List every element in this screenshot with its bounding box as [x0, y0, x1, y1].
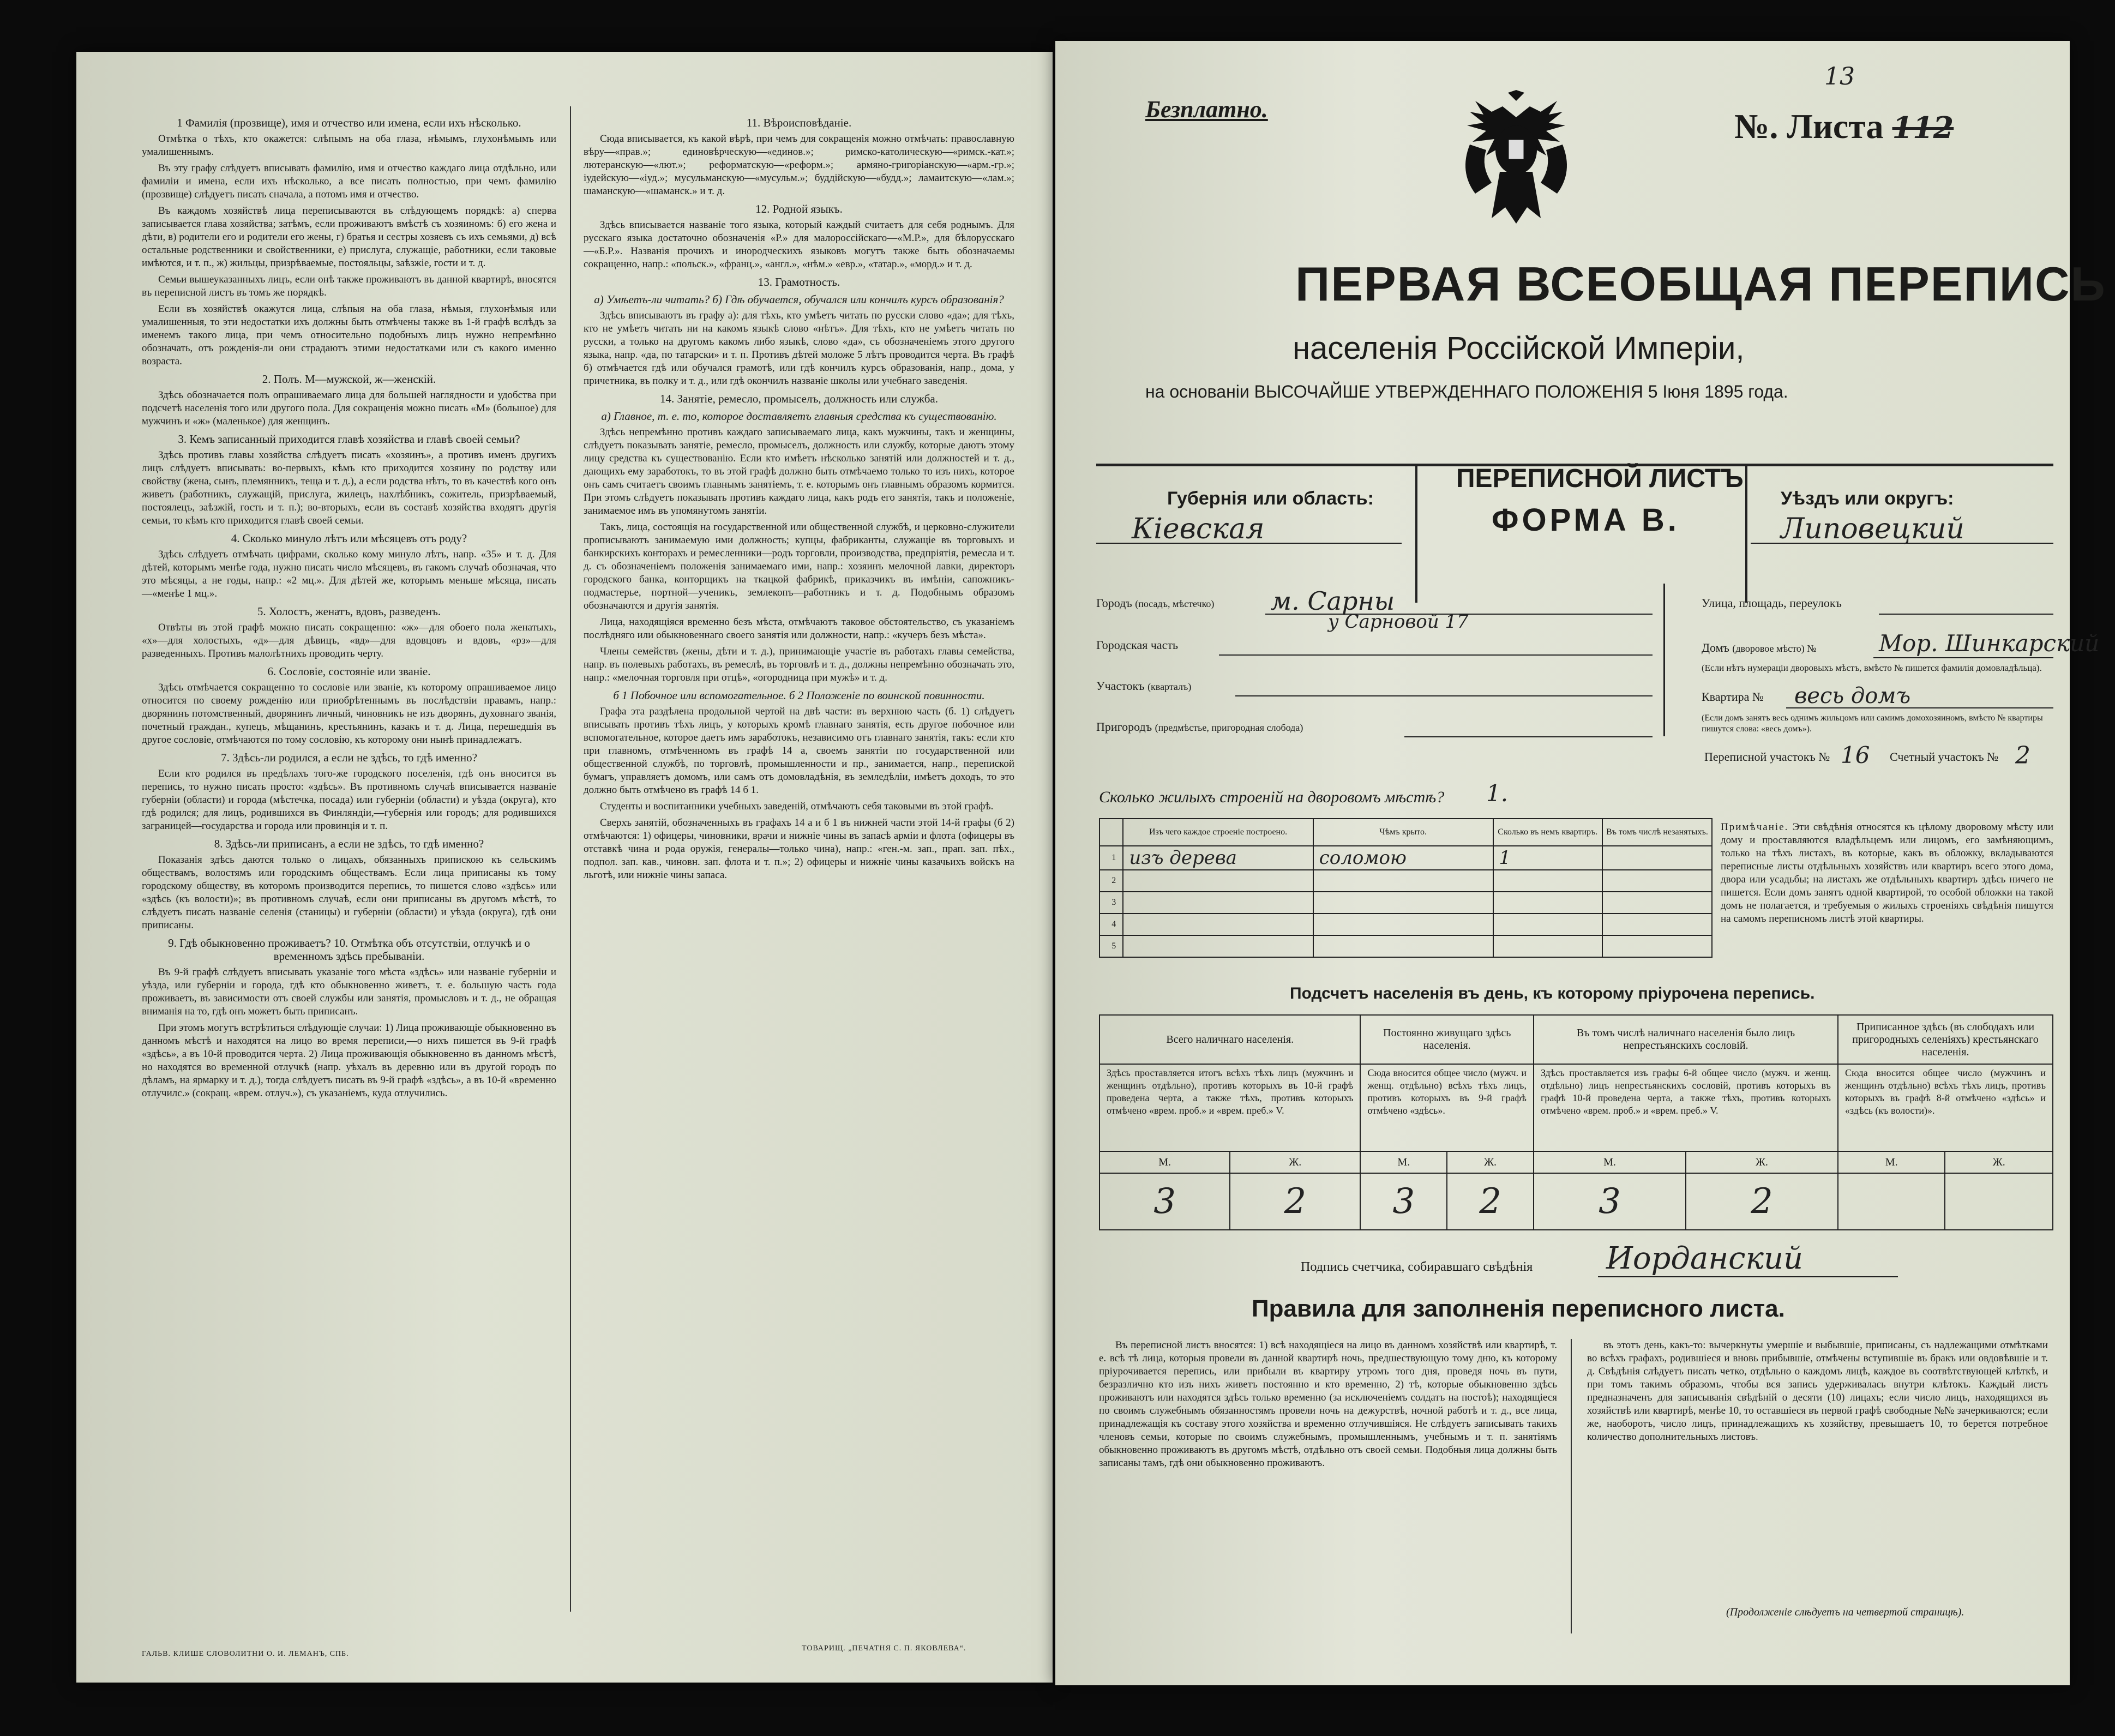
- kvartira-label: Квартира №: [1702, 690, 1764, 704]
- census-title: ПЕРВАЯ ВСЕОБЩАЯ ПЕРЕПИСЬ: [1295, 257, 2106, 311]
- buildings-cell-material: [1123, 935, 1313, 957]
- buildings-cell-material: изъ дерева: [1123, 846, 1313, 870]
- count-col-desc: Сюда вносится общее число (мужч. и женщ. отдѣльно) всѣхъ тѣхъ лицъ, противъ которыхъ въ 9-й графѣ отмѣчено «здѣсь».: [1360, 1064, 1534, 1151]
- instruction-heading: 6. Сословіе, состояніе или званіе.: [267, 665, 431, 678]
- buildings-cell-apts: [1493, 870, 1603, 892]
- uchastok-label: [1096, 679, 1191, 693]
- buildings-row: [1099, 914, 1712, 935]
- count-col-male-header: М.: [1360, 1151, 1447, 1173]
- buildings-cell-n: 4: [1099, 914, 1123, 935]
- count-mz-row: [1099, 1151, 2053, 1173]
- buildings-cell-n: 3: [1099, 892, 1123, 914]
- count-col-female-header: Ж.: [1447, 1151, 1534, 1173]
- count-col-female-header: Ж.: [1230, 1151, 1360, 1173]
- prigorod-label: [1096, 720, 1303, 734]
- dom-label-text: Домъ: [1702, 641, 1729, 654]
- buildings-cell-empty: [1602, 846, 1712, 870]
- ulitsa-field-line: [1879, 614, 2053, 615]
- instruction-paragraph: Въ каждомъ хозяйствѣ лица переписываются въ слѣдующемъ порядкѣ: а) сперва записывается глава хозяйства; затѣмъ, если проживаютъ вмѣстѣ съ хозяиномъ: б) его жена и дѣти, в) родители его и родители его жены, г) братья и сестры хозяевъ съ ихъ семьями, д) всѣ остальные родственники и свойственники, е) прислуга, служащіе, работники, если таковые имѣются, и т. п., ж) жильцы, призрѣваемые, постояльцы, заѣзжіе, гости и т. д.: [142, 205, 556, 269]
- buildings-cell-empty: [1602, 892, 1712, 914]
- stroenia-label: Сколько жилыхъ строеній на дворовомъ мѣстѣ?: [1099, 788, 1445, 806]
- prigorod-hint: (предмѣстье, пригородная слобода): [1155, 722, 1303, 733]
- buildings-row: [1099, 846, 1712, 870]
- population-count-table: [1099, 1014, 2053, 1230]
- perepis-uchastok-label: Переписной участокъ №: [1704, 750, 1830, 764]
- rules-column-left: [1099, 1339, 1557, 1623]
- instruction-heading: 9. Гдѣ обыкновенно проживаетъ? 10. Отмѣтка объ отсутствіи, отлучкѣ и о временномъ здѣсь пребываніи.: [168, 936, 530, 963]
- count-col-title: Въ томъ числѣ наличнаго населенія было лицъ непрестьянскихъ сословій.: [1534, 1015, 1838, 1064]
- count-value-male: 3: [1534, 1173, 1686, 1230]
- dom-value: Мор. Шинкарский: [1879, 630, 2100, 657]
- count-col-desc: Здѣсь проставляется итогъ всѣхъ тѣхъ лицъ (мужчинъ и женщинъ отдѣльно), противъ которыхъ въ 10-й графѣ проведена черта, а также тѣхъ, противъ которыхъ отмѣчено «врем. проб.» и «врем. преб.» V.: [1099, 1064, 1360, 1151]
- buildings-cell-n: 5: [1099, 935, 1123, 957]
- count-col-female-header: Ж.: [1945, 1151, 2053, 1173]
- left-page: [76, 52, 1053, 1683]
- rules-title: Правила для заполненія переписного листа.: [1252, 1295, 1785, 1322]
- count-col-desc: Здѣсь проставляется изъ графы 6-й общее число (мужч. и женщ. отдѣльно) лицъ непрестьянскихъ сословій, противъ которыхъ въ графѣ 10-й проведена черта, а также тѣхъ, противъ которыхъ отмѣчено «врем. проб.» и «врем. преб.» V.: [1534, 1064, 1838, 1151]
- instruction-heading: б 1 Побочное или вспомогательное. б 2 Положеніе по воинской повинности.: [613, 689, 985, 702]
- signature-value: Иорданский: [1606, 1241, 1804, 1276]
- gorod-hint: (посадъ, мѣстечко): [1135, 598, 1215, 609]
- buildings-cell-roof: соломою: [1313, 846, 1493, 870]
- count-value-female: [1945, 1173, 2053, 1230]
- buildings-note-text: Эти свѣдѣнія относятся къ цѣлому дворовому мѣсту или дому и проставляются владѣльцемъ или лицомъ, его замѣняющимъ, только на тѣхъ листахъ, въ которые, какъ въ обложку, вкладываются переписные листы отдѣльныхъ хозяйствъ или квартиръ всего этого дома, двора или усадьбы; на листахъ же отдѣльныхъ квартиръ здѣсь ничего не пишется. Если домъ занятъ одной квартирой, то особой обложки на такой домъ не полагается, и требуемыя о жилыхъ строеніяхъ свѣдѣнія пишутся на самомъ переписномъ листѣ этой квартиры.: [1721, 821, 2053, 924]
- instruction-paragraph: Здѣсь слѣдуетъ отмѣчать цифрами, сколько кому минуло лѣтъ, напр. «35» и т. д. Для дѣтей, которымъ менѣе года, нужно писать число мѣсяцевъ, въ гакомъ случаѣ обозначая, что это мѣсяцы, а не годы, напр.: «2 мц.». Для дѣтей же, которымъ меньше мѣсяца, писать—«менѣе 1 мц.».: [142, 549, 556, 599]
- instruction-heading: 2. Полъ. М—мужской, ж—женскій.: [262, 373, 436, 386]
- buildings-note: [1721, 821, 2053, 926]
- buildings-cell-roof: [1313, 914, 1493, 935]
- buildings-cell-empty: [1602, 914, 1712, 935]
- count-value-male: 3: [1360, 1173, 1447, 1230]
- instruction-paragraph: При этомъ могутъ встрѣтиться слѣдующіе случаи: 1) Лица проживающіе обыкновенно въ данномъ мѣстѣ и находятся на лицо во время переписи,—о нихъ пишется въ 9-й графѣ «здѣсь», а въ 10-й проводится черта. 2) Лица проживающія обыкновенно въ данномъ мѣстѣ, но находятся во временной отлучкѣ (напр. уѣхалъ въ деревню или въ другой городъ по дѣламъ, на ярмарку и т. д.), тогда слѣдуетъ писать въ 9-й графѣ «здѣсь», а въ 10-й «временно отлучилс.» (сокращ. «врем. отлуч.»), съ указаніемъ, куда отлучились.: [142, 1022, 556, 1099]
- uchastok-field-line: [1235, 695, 1653, 696]
- rules-column-right: [1587, 1339, 2048, 1601]
- instruction-paragraph: Лица, находящіяся временно безъ мѣста, отмѣчаютъ таковое обстоятельство, съ указаніемъ послѣдняго или обыкновеннаго своего занятія или должности, напр.: «кучеръ безъ мѣста».: [584, 616, 1014, 641]
- sheet-number-old: 112: [1892, 110, 1954, 145]
- gorchast-label: Городская часть: [1096, 638, 1179, 652]
- instruction-paragraph: Здѣсь противъ главы хозяйства слѣдуетъ писать «хозяинъ», а противъ именъ другихъ лицъ слѣдуетъ вписывать: во-первыхъ, кѣмъ кто приходится хозяину по родству или свойству (жена, сынъ, племянникъ, теща и т. д.), а если родства нѣтъ, то въ качествѣ кого онъ живетъ (работникъ, служащій, прислуга, жилецъ, нахлѣбникъ, сожитель, призрѣваемый, постоялецъ, заѣзжій, гость и т. п.); во-вторыхъ, если въ составѣ хозяйства входятъ другія семьи, то кѣмъ кто приходится главѣ своей семьи.: [142, 449, 556, 526]
- rules-text-right: въ этотъ день, какъ-то: вычеркнуты умершіе и выбывшіе, приписаны, съ надлежащими отмѣтками во всѣхъ графахъ, родившіеся и вновь прибывшіе, отмѣчены вступившіе въ бракъ или овдовѣвшіе и т. д. Свѣдѣнія слѣдуетъ писать четко, отдѣльно о каждомъ лицѣ, каждое въ соотвѣтствующей клѣткѣ, и при томъ такимъ образомъ, чтобы вся запись удерживалась внутри клѣтокъ. Каждый листъ предназначенъ для записыванія свѣдѣній о десяти (10) лицахъ; если число лицъ, находящихся въ хозяйствѣ или квартирѣ, менѣе 10, то оставшіеся въ первой графѣ свободные №№ зачеркиваются; если же, наоборотъ, число лицъ, принадлежащихъ къ хозяйству, превышаетъ 10, то берется потребное количество дополнительныхъ листовъ.: [1587, 1339, 2048, 1443]
- rules-text-left: Въ переписной листъ вносятся: 1) всѣ находящіеся на лицо въ данномъ хозяйствѣ или квартирѣ, т. е. всѣ тѣ лица, которыя провели въ данной квартирѣ ночь, предшествующую тому дню, къ которому пріурочивается перепись, или прибыли въ квартиру утромъ того дня, проведя ночь въ пути, безразлично кто изъ нихъ живетъ постоянно и кто временно, 2) тѣ, которые обыкновенно здѣсь проживаютъ или находятся здѣсь только временно (за исключеніемъ солдатъ на постоѣ); находящіеся по своимъ служебнымъ обязанностямъ провели ночь на дежурствѣ, ночной работѣ и т. д., все лица, принадлежащія къ составу этого хозяйства и временно отлучившіяся. Не слѣдуетъ записывать такихъ членовъ семьи, которые по своимъ служебнымъ, промышленнымъ, учебнымъ и т. п. занятіямъ обыкновенно проживаютъ въ другомъ мѣстѣ, отдѣльно отъ своей семьи. Подобныя лица должны быть записаны тамъ, гдѣ они обыкновенно проживаютъ.: [1099, 1339, 1557, 1469]
- count-value-female: 2: [1230, 1173, 1360, 1230]
- instruction-heading: 13. Грамотность.: [758, 275, 840, 289]
- instruction-paragraph: Въ 9-й графѣ слѣдуетъ вписывать указаніе того мѣста «здѣсь» или названіе губерніи и уѣзда, или губерніи и города, гдѣ кто обыкновенно живетъ, т. е. большую часть года проживаетъ, въ зависимости отъ своей службы или занятія, промысловъ и т. д., не обращая вниманія на то, гдѣ онъ можетъ быть приписанъ.: [142, 966, 556, 1017]
- count-col-male-header: М.: [1838, 1151, 1945, 1173]
- instruction-heading: 4. Сколько минуло лѣтъ или мѣсяцевъ отъ роду?: [231, 532, 467, 545]
- instructions-column-left: [142, 112, 556, 1628]
- buildings-cell-n: 2: [1099, 870, 1123, 892]
- rules-divider: [1571, 1339, 1572, 1633]
- dom-hint: (дворовое мѣсто) №: [1732, 643, 1817, 654]
- instruction-paragraph: Если въ хозяйствѣ окажутся лица, слѣпыя на оба глаза, нѣмыя, глухонѣмыя или умалишенныя, то эти недостатки ихъ должны быть отмѣчены также въ 1-й графѣ вслѣдъ за именемъ такого лица, при чемъ относительно подобныхъ лицъ нужно непремѣнно обозначать, отъ рожденія-ли они страдаютъ этими недостатками или съ какого именно возраста.: [142, 303, 556, 367]
- census-subtitle: населенія Россійской Имперіи,: [1293, 331, 1745, 366]
- buildings-cell-material: [1123, 914, 1313, 935]
- instruction-paragraph: Отвѣты въ этой графѣ можно писать сокращенно: «ж»—для обоего пола женатыхъ, «х»—для холостыхъ, «д»—для дѣвицъ, «вд»—для вдовцовъ и вдовъ, «рз»—для разведенныхъ. Противъ малолѣтнихъ проводить черту.: [142, 622, 556, 659]
- instruction-heading: 12. Родной языкъ.: [755, 202, 843, 215]
- buildings-cell-roof: [1313, 870, 1493, 892]
- buildings-cell-empty: [1602, 870, 1712, 892]
- instructions-column-right: [584, 112, 1014, 1628]
- instruction-heading: 1 Фамилія (прозвище), имя и отчество или имена, если ихъ нѣсколько.: [177, 116, 521, 129]
- dom-field-line: [1873, 657, 2053, 658]
- instruction-paragraph: Здѣсь вписывается названіе того языка, который каждый считаетъ для себя роднымъ. Для русскаго языка достаточно обозначенія «Р.» для малороссійскаго—«М.Р.», для бѣлорусскаго—«Б.Р.». Названія прочихъ и инородческихъ языковъ могутъ также быть обозначаемы сокращенно, напр.: «польск.», «франц.», «англ.», «нѣм.» «евр.», «татар.», «морд.» и т. д.: [584, 219, 1014, 270]
- instruction-heading: 11. Вѣроисповѣданіе.: [746, 116, 852, 129]
- buildings-cell-apts: 1: [1493, 846, 1603, 870]
- instruction-heading: 14. Занятіе, ремесло, промыселъ, должность или служба.: [660, 392, 938, 405]
- buildings-cell-apts: [1493, 914, 1603, 935]
- buildings-table: [1099, 818, 1713, 958]
- count-col-male-header: М.: [1099, 1151, 1230, 1173]
- instruction-heading: а) Умѣетъ-ли читать? б) Гдѣ обучается, обучался или кончилъ курсъ образованія?: [594, 293, 1004, 306]
- buildings-note-title: Примѣчаніе.: [1721, 821, 1789, 833]
- instruction-paragraph: Здѣсь вписываютъ въ графу а): для тѣхъ, кто умѣетъ читать по русски слово «да»; для тѣхъ, кто не умѣетъ читать ни на какомъ языкѣ слово «нѣтъ». Для тѣхъ, кто не умѣетъ читать по русски, а только на другомъ какомъ либо языкѣ, слово «да», съ обозначеніемъ этого другого языка, напр. «да, по татарски» и т. п. Противъ дѣтей моложе 5 лѣтъ проводится черта. Въ графѣ б) отмѣчается гдѣ или обучался грамотѣ, или гдѣ кончилъ курсъ образованія, напр., дома, у причетника, въ полку и т. д., или гдѣ окончилъ названіе школы или учебнаго заведенія.: [584, 310, 1014, 387]
- header-divider-right: [1745, 466, 1747, 603]
- imperial-eagle-emblem: [1453, 90, 1579, 226]
- buildings-col-empty: Въ томъ числѣ незанятыхъ.: [1602, 819, 1712, 846]
- instruction-heading: 7. Здѣсь-ли родился, а если не здѣсь, то гдѣ именно?: [221, 751, 477, 764]
- count-col-male-header: М.: [1534, 1151, 1686, 1173]
- column-divider: [570, 106, 571, 1612]
- schet-uchastok-value: 2: [2015, 742, 2030, 770]
- instruction-paragraph: Если кто родился въ предѣлахъ того-же городского поселенія, гдѣ онъ вносится въ перепись, то нужно писать просто: «здѣсь». Въ противномъ случаѣ вписывается названіе губерніи (области) и города (мѣстечка, посада) или губерніи (области) и уѣзда (округа), кто гдѣ родился; для лицъ, родившихся въ Финляндіи,—губернія или городъ; для родившихся заграницей—государства и города или провинція и т. п.: [142, 768, 556, 832]
- buildings-cell-apts: [1493, 892, 1603, 914]
- buildings-cell-empty: [1602, 935, 1712, 957]
- kvartira-note: (Если домъ занятъ весь однимъ жильцомъ или самимъ домохозяиномъ, вмѣсто № квартиры пишутся слова: «весь домъ»).: [1702, 713, 2043, 734]
- uchastok-label-text: Участокъ: [1096, 679, 1145, 693]
- instruction-paragraph: Студенты и воспитанники учебныхъ заведеній, отмѣчаютъ себя таковыми въ этой графѣ.: [600, 801, 994, 812]
- instruction-paragraph: Показанія здѣсь даются только о лицахъ, обязанныхъ припискою къ сельскимъ обществамъ, волостямъ или городскимъ обществамъ. Если лица приписаны къ тому городскому обществу, въ которомъ производится перепись, то пишется слово «здѣсь» или «здѣсь (къ волости)»; въ противномъ случаѣ, если они приписаны въ другомъ мѣстѣ, то слѣдуетъ писать названіе селенія (станицы) и губерніи (области) и уѣзда (округа), гдѣ они приписаны.: [142, 854, 556, 931]
- count-col-title: Всего наличнаго населенія.: [1099, 1015, 1360, 1064]
- address-divider: [1663, 584, 1665, 736]
- instruction-paragraph: Члены семействъ (жены, дѣти и т. д.), принимающіе участіе въ работахъ главы семейства, напр. въ полевыхъ работахъ, въ ремеслѣ, въ торговлѣ и т. д., должны непремѣнно обозначать это, напр.: «мелочная торговля при отцѣ», «огородница при мужѣ» и т. д.: [584, 646, 1014, 683]
- gubernia-label: Губернія или область:: [1167, 488, 1374, 509]
- count-value-male: 3: [1099, 1173, 1230, 1230]
- prigorod-label-text: Пригородъ: [1096, 720, 1152, 734]
- count-title: Подсчетъ населенія въ день, къ которому пріурочена перепись.: [1290, 984, 1815, 1002]
- printer-credit-left: ГАЛЬВ. КЛИШЕ СЛОВОЛИТНИ О. И. ЛЕМАНЪ, СПБ.: [142, 1650, 349, 1658]
- kvartira-value: весь домъ: [1794, 683, 1911, 708]
- schet-uchastok-label: Счетный участокъ №: [1890, 750, 1999, 764]
- count-desc-row: [1099, 1064, 2053, 1151]
- buildings-col-material: Изъ чего каждое строеніе построено.: [1123, 819, 1313, 846]
- header-divider-left: [1415, 466, 1417, 603]
- gorchast-field-line: [1219, 654, 1653, 656]
- instruction-paragraph: Такъ, лица, состоящія на государственной или общественной службѣ, и церковно-служители прописываютъ занимаемую ими должность; купцы, фабриканты, служащіе въ торговыхъ и банкирскихъ конторахъ и ремесленники—родъ торговли, производства, предпріятія, ремесла и т. д. съ обозначеніемъ положенія занимаемаго ими, напр.: хозяинъ мелочной лавки, директоръ городского банка, конторщикъ на ткацкой фабрикѣ, приказчикъ въ имѣніи, сапожникъ-подмастерье, портной—ученикъ, землекопъ—работникъ и т. д. Подобнымъ образомъ обозначаются и другія занятія.: [584, 521, 1014, 611]
- instruction-paragraph: Семьи вышеуказанныхъ лицъ, если онѣ также проживаютъ въ данной квартирѣ, вносятся въ переписной листъ въ томъ же порядкѣ.: [142, 274, 556, 298]
- census-basis: на основаніи ВЫСОЧАЙШЕ УТВЕРЖДЕННАГО ПОЛОЖЕНІЯ 5 Іюня 1895 года.: [1145, 382, 1788, 401]
- count-col-title: Постоянно живущаго здѣсь населенія.: [1360, 1015, 1534, 1064]
- buildings-row: [1099, 935, 1712, 957]
- gorod-value: м. Сарны: [1271, 586, 1395, 616]
- uchastok-hint: (кварталъ): [1147, 681, 1192, 692]
- count-col-desc: Сюда вносится общее число (мужчинъ и женщинъ отдѣльно) всѣхъ тѣхъ лицъ, противъ которыхъ въ графѣ 8-й отмѣчено «здѣсь» и «здѣсь (къ волости)».: [1838, 1064, 2053, 1151]
- instruction-paragraph: Здѣсь обозначается полъ опрашиваемаго лица для большей наглядности и удобства при подсчетѣ населенія того или другого пола. Для сокращенія можно писать «М» (большое) для мужчинъ и «ж» (маленькое) для женщинъ.: [142, 389, 556, 427]
- sheet-number-label: [1734, 106, 1954, 147]
- stroenia-value: 1.: [1486, 780, 1509, 807]
- buildings-cell-roof: [1313, 892, 1493, 914]
- instruction-paragraph: Сверхъ занятій, обозначенныхъ въ графахъ 14 а и б 1 въ нижней части этой 14-й графы (б 2) отмѣчаются: 1) офицеры, чиновники, врачи и нижніе чины въ запасѣ арміи и флота (офицеры въ отставкѣ чина и рода оружія, генералы—только чина), напр.: «ген.-м. зап., прап. зап. пѣх., подпол. зап. кав., чиновн. зап. флота и т. п.»; 2) офицеры и нижніе чины казачьихъ войскъ на льготѣ, или нижніе чины запаса.: [584, 817, 1014, 881]
- instruction-paragraph: Въ эту графу слѣдуетъ вписывать фамилію, имя и отчество каждаго лица отдѣльно, или фамиліи и имена, если ихъ нѣсколько, а все писать полностью, при чемъ фамилію (прозвище) слѣдуетъ писать сначала, а потомъ имя и отчество.: [142, 163, 556, 200]
- buildings-col-num: [1099, 819, 1123, 846]
- buildings-row: [1099, 870, 1712, 892]
- gubernia-value: Кiевская: [1132, 513, 1265, 545]
- count-value-female: 2: [1686, 1173, 1838, 1230]
- instruction-paragraph: Здѣсь непремѣнно противъ каждаго записываемаго лица, какъ мужчины, такъ и женщины, слѣдуетъ показывать занятіе, ремесло, промыселъ, должность или службу, которые даютъ этому лицу средства къ существованію. Если кто имѣетъ нѣсколько занятій или должностей и т. д., дающихъ ему заработокъ, то въ этой графѣ должно быть отмѣчаемо только то изъ нихъ, которое онъ самъ считаетъ своимъ главнымъ занятіемъ, т. е. которымъ онъ главнымъ образомъ кормится. При этомъ слѣдуетъ показывать противъ каждаго лица, какъ родъ его занятія, такъ и положеніе, занимаемое имъ въ упомянутомъ занятіи.: [584, 427, 1014, 516]
- rules-continue: (Продолженіе слѣдуетъ на четвертой страницѣ).: [1726, 1606, 1964, 1618]
- sheet-label-text: №. Листа: [1734, 107, 1884, 146]
- prigorod-field-line: [1404, 736, 1653, 737]
- signature-field-line: [1598, 1276, 1898, 1277]
- gorod-value-2: у Сарновой 17: [1328, 611, 1469, 633]
- instruction-heading: 5. Холостъ, женатъ, вдовъ, разведенъ.: [257, 605, 441, 618]
- buildings-cell-n: 1: [1099, 846, 1123, 870]
- sheet-number-new: 13: [1824, 63, 1855, 91]
- buildings-cell-material: [1123, 870, 1313, 892]
- count-col-title: Приписанное здѣсь (въ слободахъ или пригородныхъ селеніяхъ) крестьянскаго населенія.: [1838, 1015, 2053, 1064]
- count-val-row: [1099, 1173, 2053, 1230]
- right-page: [1055, 41, 2106, 1685]
- dom-label: [1702, 641, 1816, 655]
- buildings-row: [1099, 892, 1712, 914]
- signature-label: Подпись счетчика, собиравшаго свѣдѣнія: [1301, 1260, 1533, 1274]
- gorod-label: [1096, 596, 1214, 610]
- count-value-female: 2: [1447, 1173, 1534, 1230]
- form-subtitle: ФОРМА В.: [1492, 502, 1680, 538]
- buildings-cell-apts: [1493, 935, 1603, 957]
- printer-credit-right: ТОВАРИЩ. „ПЕЧАТНЯ С. П. ЯКОВЛЕВА“.: [802, 1644, 966, 1653]
- instruction-paragraph: Сюда вписывается, къ какой вѣрѣ, при чемъ для сокращенія можно отмѣчать: православную вѣру—«прав.»; единовѣрческую—«единов.»; римско-католическую—«римск.-кат.»; лютеранскую—«лют.»; реформатскую—«реформ.»; армяно-григоріанскую—«арм.-гр.»; іудейскую—«іуд.»; мусульманскую—«мусульм.»; буддійскую—«будд.»; ламаитскую—«лам.»; шаманскую—«шаманск.» и т. д.: [584, 133, 1014, 197]
- perepis-uchastok-value: 16: [1841, 742, 1870, 768]
- count-value-male: [1838, 1173, 1945, 1230]
- buildings-col-roof: Чѣмъ крыто.: [1313, 819, 1493, 846]
- instruction-paragraph: Графа эта раздѣлена продольной чертой на двѣ части: въ верхнюю часть (б. 1) слѣдуетъ вписывать противъ тѣхъ лицъ, у которыхъ кромѣ главнаго занятія, есть другое побочное или вспомогательное, которое даетъ имъ заработокъ, независимо отъ главнаго занятія, такъ: если кто при главномъ, отмѣченномъ въ графѣ 14 а, своемъ занятіи по государственной или общественной службѣ, по торговлѣ, промышленности и пр., занимается, напр., перепиской бумагъ, управляетъ домомъ, или самъ отъ домовладѣнія, въ земледѣліи, имѣетъ доходъ, то это должно быть отмѣчено въ графѣ 14 б 1.: [584, 706, 1014, 796]
- gorod-label-text: Городъ: [1096, 596, 1132, 610]
- ulitsa-label: Улица, площадь, переулокъ: [1702, 596, 1842, 610]
- uezd-value: Липовецкий: [1781, 513, 1965, 545]
- buildings-cell-material: [1123, 892, 1313, 914]
- instruction-paragraph: Отмѣтка о тѣхъ, кто окажется: слѣпымъ на оба глаза, нѣмымъ, глухонѣмымъ или умалишеннымъ.: [142, 133, 556, 158]
- count-col-female-header: Ж.: [1686, 1151, 1838, 1173]
- buildings-cell-roof: [1313, 935, 1493, 957]
- uezd-label: Уѣздъ или округъ:: [1781, 488, 1954, 509]
- instruction-heading: 8. Здѣсь-ли приписанъ, а если не здѣсь, то гдѣ именно?: [214, 837, 484, 850]
- instruction-paragraph: Здѣсь отмѣчается сокращенно то сословіе или званіе, къ которому опрашиваемое лицо относится по своему рожденію или приобрѣтеннымъ въ послѣдствіи правамъ, напр.: дворянинъ потомственный, дворянинъ личный, чиновникъ не изъ дворянъ, духовнаго званія, почетный граждан., купецъ, мѣщанинъ, крестьянинъ, казакъ и т. д. Лица, перешедшія въ другое сословіе, отмѣчаются по тому сословію, къ которому они нынѣ принадлежатъ.: [142, 682, 556, 746]
- instruction-heading: а) Главное, т. е. то, которое доставляетъ главныя средства къ существованію.: [601, 410, 997, 423]
- form-title: ПЕРЕПИСНОЙ ЛИСТЪ: [1456, 464, 1744, 493]
- buildings-col-apts: Сколько въ немъ квартиръ.: [1493, 819, 1603, 846]
- dom-note: (Если нѣтъ нумераціи дворовыхъ мѣстъ, вмѣсто № пишется фамилія домовладѣльца).: [1702, 663, 2042, 673]
- instruction-heading: 3. Кемъ записанный приходится главѣ хозяйства и главѣ своей семьи?: [178, 433, 520, 446]
- count-head-row: [1099, 1015, 2053, 1064]
- free-label: Безплатно.: [1145, 96, 1268, 123]
